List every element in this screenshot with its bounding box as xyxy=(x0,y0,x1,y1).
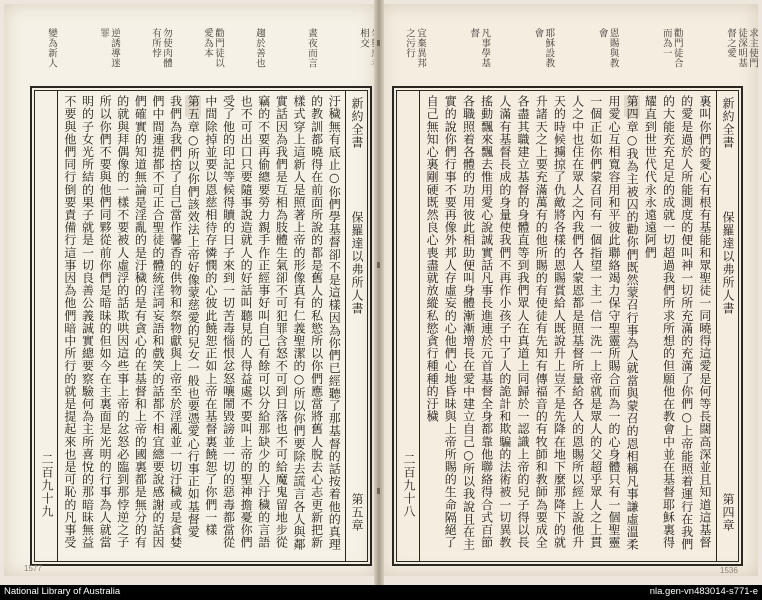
binding-stitch xyxy=(377,262,380,268)
text-column: 的愛是過於人所能測度的便叫神一切所充滿的充滿了你們○上帝能照着運行在我們 xyxy=(679,95,694,551)
right-pencil-mark: 1536 xyxy=(720,566,738,575)
text-column: 各職照着各體的功用彼此相助便叫身體漸漸增長在愛中建立自己○所以我說且在主 xyxy=(461,95,476,551)
text-column: 竊的不要再偷總要勞力親手作正經事好叫自己有餘可以分給那缺少的人汙穢的言語 xyxy=(256,95,271,549)
page-number-divider xyxy=(57,91,58,561)
text-column: 樣式穿上這新人是照著上帝的形像真有仁義聖潔的○所以你們要除去謊言各人與鄰 xyxy=(291,95,306,551)
book-title: 保羅達以弗所人書 xyxy=(350,211,364,315)
text-column: 升諸天之上要充滿萬有的他所賜的有使徒有先知有傳福音的有牧師和教師為要成全 xyxy=(534,95,549,549)
left-page xyxy=(4,4,376,576)
margin-note: 凡事學基督 xyxy=(468,28,491,68)
text-column: 的就與拜偶像的一樣不要被人虛浮的話欺哄因這些事上帝的忿怒必臨到那悖逆之子 xyxy=(115,95,130,549)
text-column: 汙穢無有底止○你們學基督卻不是這樣因為你們已經聽了那基督的話按着他的真理 xyxy=(327,95,342,551)
margin-note: 求主使門徒深明基督之愛 xyxy=(725,28,758,68)
chapter-label: 第五章 xyxy=(350,493,364,532)
text-column: 耀直到世世代代永永遠遠阿們 xyxy=(643,95,658,259)
right-page xyxy=(380,4,758,576)
page-number-divider xyxy=(419,91,420,561)
margin-note: 耶穌設教會 xyxy=(532,28,555,68)
text-column: 裏叫你們的愛心有根有基能和眾聖徒一同曉得這愛是何等長闊高深並且知道這基督 xyxy=(697,95,712,549)
margin-note: 晝夜而言 xyxy=(306,28,317,68)
text-column: 一個正如你們蒙召同有一個指望一主一信一洗一上帝就是眾人的父超乎眾人之上貫 xyxy=(588,95,603,549)
margin-note: 逆誘導迷罪 xyxy=(98,28,120,68)
margin-note: 變為新人 xyxy=(46,28,57,68)
text-column: 不要與他們同行倒要責備行這事因為他們暗中所行的就是提起來也是可恥的凡事受 xyxy=(62,95,77,549)
header-divider xyxy=(345,91,346,561)
left-text-frame xyxy=(30,86,372,566)
text-column: 們中間連提都不可正合聖徒的體統淫詞妄語和戲笑的話都不相宜總要說感謝的話因 xyxy=(150,95,165,549)
page-title: 新約全書 xyxy=(721,97,735,149)
right-text-frame-inner xyxy=(396,90,739,562)
text-column: 實的說你們行事不要再像外邦人存虛妄的心他們心地昏昧與上帝所賜的生命隔絕了 xyxy=(443,95,458,549)
margin-note: 勿使肉體有所悖 xyxy=(150,28,172,68)
text-column: 用愛心互相寬容用和平彼此聯絡竭力保守聖靈所賜合而為一的心身體只有一個聖靈 xyxy=(606,95,621,549)
text-column: 天的時候擄掠了仇敵將各樣的恩賜賞給人既說升上豈不是先降在地下麼那降下的就 xyxy=(552,95,567,549)
text-column: 我們為我們捨了自己當作馨香的供物和祭物獻與上帝至於淫亂並一切汙穢或是貪婪 xyxy=(168,95,183,549)
text-column: 的教訓都曉得在前面所說的都是舊人的私慾所以你們應當將舊人脫去心志更新把新 xyxy=(309,95,324,549)
margin-note: 勸門徒合而為一 xyxy=(660,28,683,68)
margin-note: 宜棄異邦之污行 xyxy=(404,28,426,68)
chapter-label: 第四章 xyxy=(721,493,735,532)
book-title: 保羅達以弗所人書 xyxy=(721,211,735,315)
binding-stitch xyxy=(377,40,380,46)
text-column: 也不可出口只要隨事說造就人的好話叫聽見的人得益處不要叫上帝的聖神擔憂你們 xyxy=(239,95,254,549)
page-number: 二百九十八 xyxy=(402,453,416,518)
margin-note: 恩賜與教會 xyxy=(596,28,619,68)
text-column: 人之中也住在眾人之內我們各人蒙恩都是照基督所量給各人的恩賜所以經上說他升 xyxy=(570,95,585,549)
text-column: 第四章○我為主被囚的勸你們既然蒙召行事為人就當與蒙召的恩相稱凡事謙虛溫柔 xyxy=(625,95,640,551)
margin-note: 勸門徒以愛為本 xyxy=(202,28,224,68)
text-column: 所以你們不要與他們同夥從前你們是暗昧的但如今在主裏面是光明的行事為人就當 xyxy=(98,95,113,549)
footer-credit: National Library of Australia xyxy=(4,586,121,597)
text-column: 的大能充充足足的成就一切超過我們所求所想的但願他在教會中並在基督耶穌裏得 xyxy=(661,95,676,549)
page-title: 新約全書 xyxy=(350,97,364,149)
footer-bar xyxy=(0,585,762,600)
left-text-frame-inner xyxy=(34,90,368,562)
binding-gutter xyxy=(374,0,384,585)
header-divider xyxy=(716,91,717,561)
text-column: 各盡其職建立基督的身體直等到我們眾人在真道上同歸於一認識上帝的兒子得以長 xyxy=(516,95,531,549)
footer-identifier: nla.gen-vn483014-s771-e xyxy=(649,586,758,597)
right-text-frame xyxy=(392,86,743,566)
text-column: 們確實的知道無論是淫亂的是汙穢的是有貪心的在基督和上帝的國裏都是無分的有 xyxy=(133,95,148,549)
text-column: 自己無知心裏剛硬既然良心喪盡就放縱私慾貪行種種的汙穢 xyxy=(425,95,440,423)
text-column: 明的子女光所結的果子就是一切良善公義誠實總要察驗何為主所喜悅的那暗昧無益 xyxy=(80,95,95,549)
binding-stitch xyxy=(377,488,380,494)
text-column: 第五章○所以你們該效法上帝好像蒙慈愛的兒女一般也要憑愛心行事正如基督愛 xyxy=(186,95,201,538)
page-number: 二百九十九 xyxy=(40,453,54,518)
text-column: 受了他的印記等候得贖的日子來到一切苦毒惱恨忿怒嚷鬧毀謗並一切的惡毒都當從 xyxy=(221,95,236,549)
right-margin-notes xyxy=(392,28,758,76)
text-column: 搖動飄來飄去惟用愛心說誠實話凡事長進連於元首基督全身都靠他聯絡得合式百節 xyxy=(479,95,494,549)
left-margin-notes xyxy=(34,28,376,76)
margin-note: 相交 xyxy=(358,28,369,48)
text-column: 人滿有基督長成的身量使我們不再作小孩子中了人的詭計和欺騙的法術被一切異教 xyxy=(497,95,512,549)
text-column: 實話因為我們是互相為肢體生氣卻不可犯罪含怒不可到日落也不可給魔鬼留地步從 xyxy=(274,95,289,549)
text-column: 中間除掉並要以恩慈相待存憐憫的心彼此饒恕正如上帝在基督裏饒恕了你們一樣 xyxy=(203,95,218,536)
margin-note: 趨於善也 xyxy=(254,28,265,68)
left-pencil-mark: 1577 xyxy=(24,564,42,573)
